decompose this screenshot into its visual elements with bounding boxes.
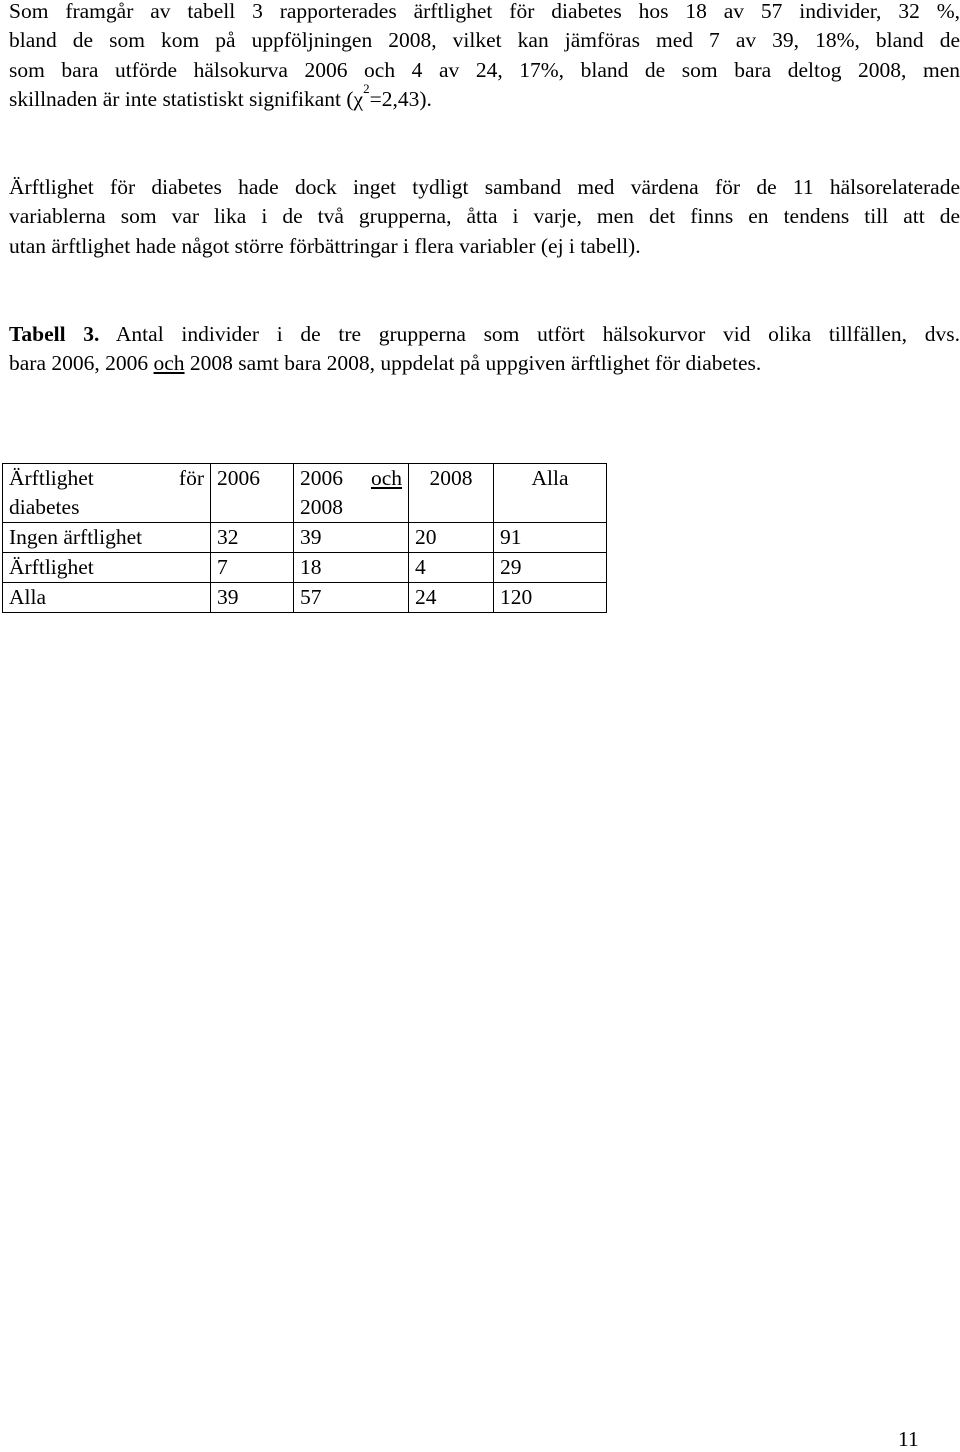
text-line: variablerna som var lika i de två grupperna, åtta i varje, men det finns en tendens till att de	[9, 204, 960, 229]
table-cell: Alla	[3, 583, 211, 613]
table-cell: 4	[409, 553, 494, 583]
table-cell: 120	[494, 583, 607, 613]
caption-text: Antal individer i de tre grupperna som utfört hälsokurvor vid olika tillfällen, dvs.	[115, 322, 960, 346]
table-cell: 32	[211, 523, 294, 553]
table-cell: 18	[294, 553, 409, 583]
table-cell: 24	[409, 583, 494, 613]
paragraph-heredity-variables	[9, 173, 960, 261]
table-cell: 29	[494, 553, 607, 583]
header-cell-alla: Alla	[494, 464, 607, 523]
text-line: Ärftlighet för diabetes hade dock inget tydligt samband med värdena för de 11 hälsorelaterade	[9, 175, 960, 199]
caption-line	[9, 349, 960, 378]
table-cell: Ärftlighet	[3, 553, 211, 583]
table-cell: 91	[494, 523, 607, 553]
header-text: för	[178, 466, 204, 490]
table-cell: 7	[211, 553, 294, 583]
superscript: 2	[363, 80, 370, 96]
table-header-row	[3, 464, 607, 523]
table-caption	[9, 320, 960, 379]
header-text: och	[370, 466, 402, 490]
header-text: 2006	[300, 466, 343, 490]
header-text: diabetes	[9, 495, 80, 519]
table-row	[3, 583, 607, 613]
table-cell: 39	[294, 523, 409, 553]
text-line: som bara utförde hälsokurva 2006 och 4 av 24, 17%, bland de som bara deltog 2008, men	[9, 57, 960, 82]
table-cell: 20	[409, 523, 494, 553]
caption-line	[9, 320, 960, 349]
caption-text: bara 2006, 2006	[9, 351, 154, 376]
text-fragment: =2,43).	[369, 86, 432, 111]
header-cell-2008: 2008	[409, 464, 494, 523]
caption-text: 2008 samt bara 2008, uppdelat på uppgiven ärftlighet för diabetes.	[184, 351, 762, 376]
table-row	[3, 523, 607, 553]
text-line: bland de som kom på uppföljningen 2008, vilket kan jämföras med 7 av 39, 18%, bland de	[9, 28, 960, 53]
page-number: 11	[898, 1427, 919, 1451]
text-fragment: skillnaden är inte statistiskt signifikant (χ	[9, 86, 364, 111]
table-cell: Ingen ärftlighet	[3, 523, 211, 553]
text-line: Som framgår av tabell 3 rapporterades ärftlighet för diabetes hos 18 av 57 individer, 32 %,	[9, 0, 960, 23]
table-row	[3, 553, 607, 583]
text-line: utan ärftlighet hade något större förbättringar i flera variabler (ej i tabell).	[9, 233, 641, 258]
header-cell-2006-och-2008	[294, 464, 409, 523]
caption-label: Tabell 3.	[9, 322, 100, 346]
header-text: Ärftlighet	[9, 466, 94, 490]
paragraph-heredity-results	[9, 0, 960, 114]
header-text: 2008	[300, 495, 343, 519]
table-cell: 57	[294, 583, 409, 613]
text-line	[9, 80, 960, 114]
table-cell: 39	[211, 583, 294, 613]
header-cell-2006: 2006	[211, 464, 294, 523]
caption-underlined-word: och	[153, 351, 185, 376]
heredity-table	[2, 463, 607, 613]
header-cell-heredity	[3, 464, 211, 523]
